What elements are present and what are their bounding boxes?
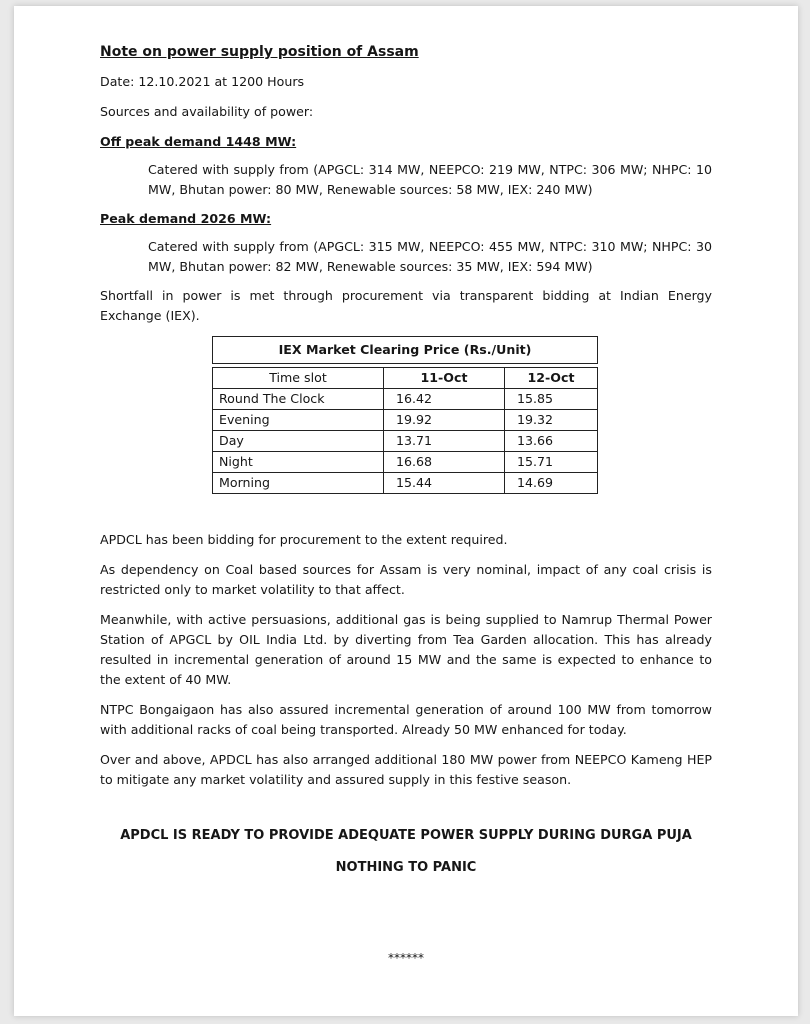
iex-table-grid bbox=[212, 367, 598, 494]
header-12-oct: 12-Oct bbox=[505, 368, 598, 389]
price-11-oct: 16.68 bbox=[384, 452, 505, 473]
price-12-oct: 19.32 bbox=[505, 410, 598, 431]
slot-cell: Night bbox=[213, 452, 384, 473]
table-row bbox=[213, 473, 598, 494]
price-11-oct: 19.92 bbox=[384, 410, 505, 431]
slot-cell: Day bbox=[213, 431, 384, 452]
peak-supply-text: Catered with supply from (APGCL: 315 MW, NEEPCO: 455 MW, NTPC: 310 MW; NHPC: 30 MW, Bhutan power: 82 MW, Renewable sources: 35 MW, IEX: 594 MW) bbox=[148, 239, 712, 274]
slot-cell: Evening bbox=[213, 410, 384, 431]
price-12-oct: 14.69 bbox=[505, 473, 598, 494]
offpeak-supply-text: Catered with supply from (APGCL: 314 MW, NEEPCO: 219 MW, NTPC: 306 MW; NHPC: 10 MW, Bhutan power: 80 MW, Renewable sources: 58 MW, IEX: 240 MW) bbox=[148, 162, 712, 197]
document-body bbox=[100, 42, 712, 968]
slot-cell: Morning bbox=[213, 473, 384, 494]
price-11-oct: 13.71 bbox=[384, 431, 505, 452]
bidding-paragraph: APDCL has been bidding for procurement to the extent required. bbox=[100, 532, 508, 547]
table-row bbox=[213, 389, 598, 410]
document-page bbox=[14, 6, 798, 1016]
date-line: Date: 12.10.2021 at 1200 Hours bbox=[100, 74, 305, 89]
iex-table-title: IEX Market Clearing Price (Rs./Unit) bbox=[212, 336, 598, 364]
table-row bbox=[213, 410, 598, 431]
closing-nothing-to-panic: NOTHING TO PANIC bbox=[335, 860, 477, 875]
price-11-oct: 15.44 bbox=[384, 473, 505, 494]
header-11-oct: 11-Oct bbox=[384, 368, 505, 389]
ntpc-bongaigaon-paragraph: NTPC Bongaigaon has also assured incremental generation of around 100 MW from tomorrow with additional racks of coal being transported. Already 50 MW enhanced for today. bbox=[100, 702, 712, 737]
price-12-oct: 15.71 bbox=[505, 452, 598, 473]
table-row bbox=[213, 452, 598, 473]
price-11-oct: 16.42 bbox=[384, 389, 505, 410]
price-12-oct: 13.66 bbox=[505, 431, 598, 452]
sources-heading: Sources and availability of power: bbox=[100, 104, 314, 119]
price-12-oct: 15.85 bbox=[505, 389, 598, 410]
shortfall-text: Shortfall in power is met through procurement via transparent bidding at Indian Energy Exchange (IEX). bbox=[100, 288, 712, 323]
neepco-kameng-paragraph: Over and above, APDCL has also arranged additional 180 MW power from NEEPCO Kameng HEP to mitigate any market volatility and assured supply in this festive season. bbox=[100, 752, 712, 787]
offpeak-heading: Off peak demand 1448 MW: bbox=[100, 134, 297, 149]
coal-dependency-paragraph: As dependency on Coal based sources for Assam is very nominal, impact of any coal crisis is restricted only to market volatility to that affect. bbox=[100, 562, 712, 597]
peak-heading: Peak demand 2026 MW: bbox=[100, 211, 272, 226]
iex-price-table bbox=[212, 336, 598, 494]
closing-statement: APDCL IS READY TO PROVIDE ADEQUATE POWER SUPPLY DURING DURGA PUJA bbox=[120, 828, 692, 843]
slot-cell: Round The Clock bbox=[213, 389, 384, 410]
end-stars: ****** bbox=[388, 951, 424, 965]
table-header-row bbox=[213, 368, 598, 389]
table-row bbox=[213, 431, 598, 452]
header-time-slot: Time slot bbox=[213, 368, 384, 389]
document-title: Note on power supply position of Assam bbox=[100, 44, 419, 60]
gas-supply-paragraph: Meanwhile, with active persuasions, additional gas is being supplied to Namrup Thermal Power Station of APGCL by OIL India Ltd. by diverting from Tea Garden allocation. This has already resulted in incremental generation of around 15 MW and the same is expected to enhance to the extent of 40 MW. bbox=[100, 612, 712, 687]
